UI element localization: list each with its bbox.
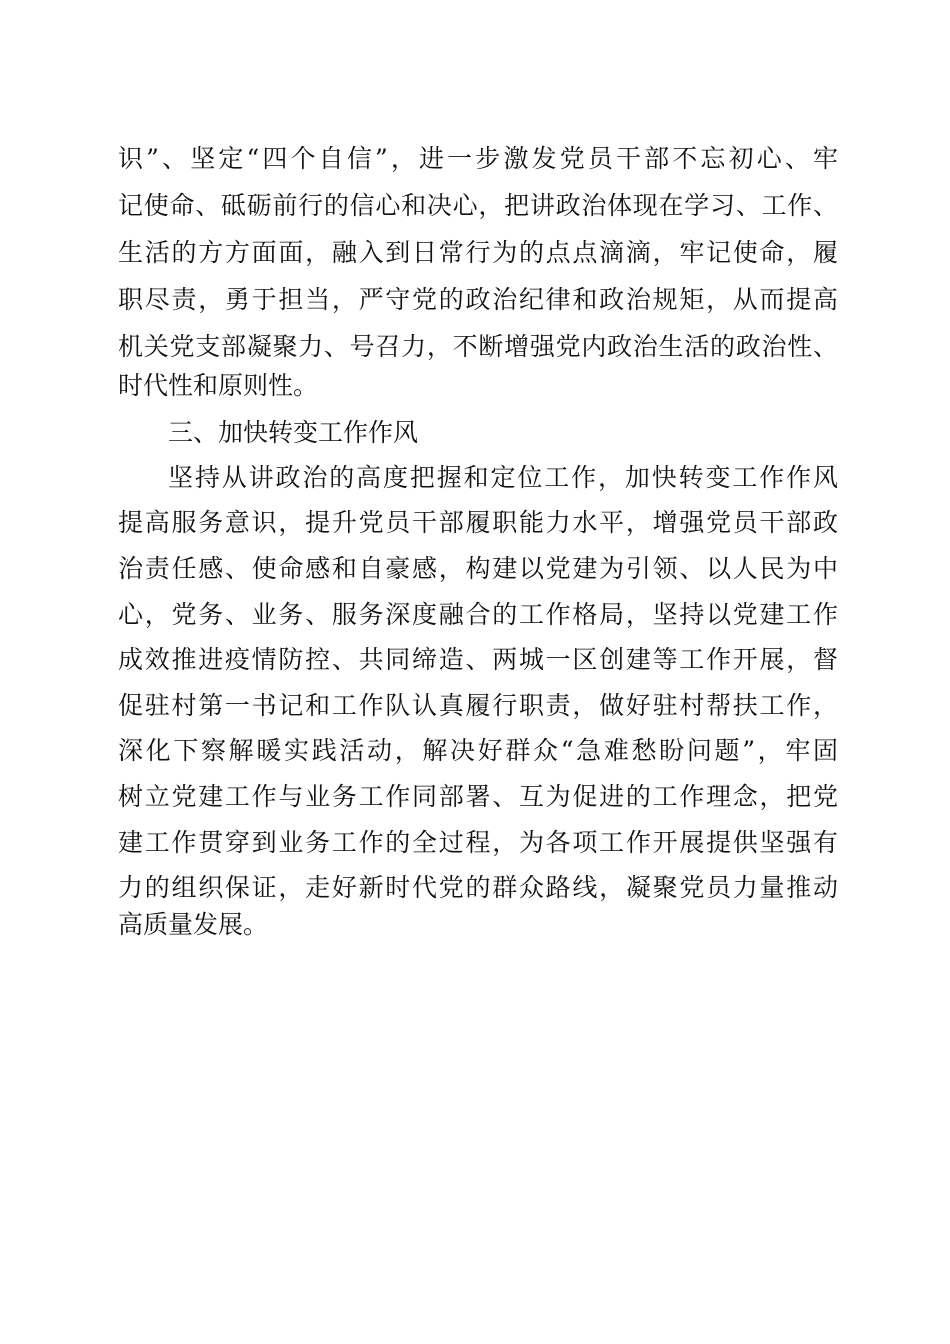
- paragraph-line: 高质量发展。: [118, 910, 269, 939]
- paragraph-line: 提高服务意识，提升党员干部履职能力水平，增强党员干部政: [118, 508, 838, 537]
- paragraph-line: 深化下察解暖实践活动，解决好群众“急难愁盼问题”，牢固: [118, 736, 838, 765]
- paragraph-line: 时代性和原则性。: [118, 371, 319, 400]
- section-heading: 三、加快转变工作作风: [168, 418, 419, 447]
- paragraph-line: 机关党支部凝聚力、号召力，不断增强党内政治生活的政治性、: [118, 332, 838, 361]
- paragraph-line: 识”、坚定“四个自信”，进一步激发党员干部不忘初心、牢: [118, 144, 838, 173]
- paragraph-line: 坚持从讲政治的高度把握和定位工作，加快转变工作作风: [168, 463, 838, 492]
- paragraph-line: 心，党务、业务、服务深度融合的工作格局，坚持以党建工作: [118, 600, 838, 629]
- paragraph-line: 建工作贯穿到业务工作的全过程，为各项工作开展提供坚强有: [118, 828, 838, 857]
- paragraph-line: 记使命、砥砺前行的信心和决心，把讲政治体现在学习、工作、: [118, 191, 838, 220]
- paragraph-line: 治责任感、使命感和自豪感，构建以党建为引领、以人民为中: [118, 554, 838, 583]
- paragraph-line: 生活的方方面面，融入到日常行为的点点滴滴，牢记使命，履: [118, 238, 838, 267]
- paragraph-line: 成效推进疫情防控、共同缔造、两城一区创建等工作开展，督: [118, 645, 838, 674]
- paragraph-line: 树立党建工作与业务工作同部署、互为促进的工作理念，把党: [118, 782, 838, 811]
- paragraph-line: 职尽责，勇于担当，严守党的政治纪律和政治规矩，从而提高: [118, 285, 838, 314]
- paragraph-line: 力的组织保证，走好新时代党的群众路线，凝聚党员力量推动: [118, 873, 838, 902]
- paragraph-line: 促驻村第一书记和工作队认真履行职责，做好驻村帮扶工作，: [118, 691, 838, 720]
